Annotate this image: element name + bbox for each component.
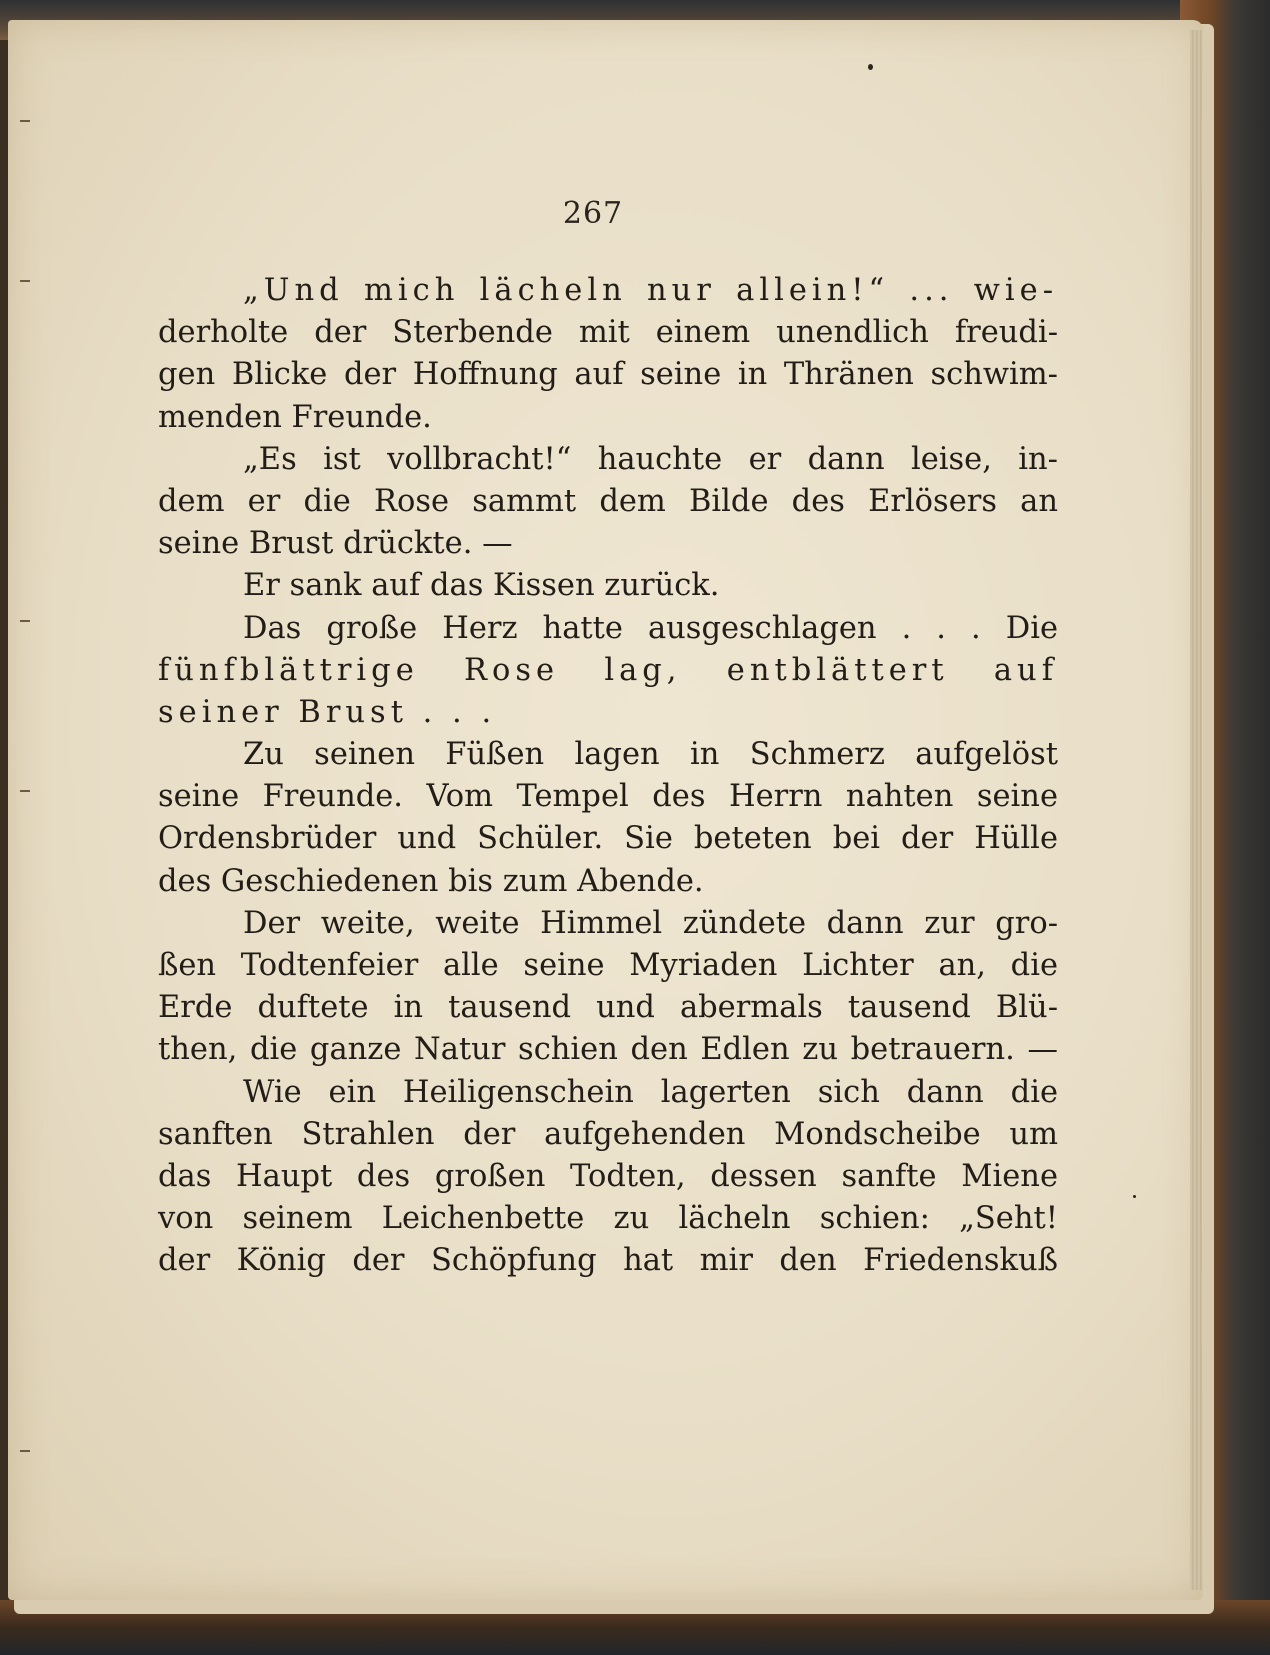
gutter-mark xyxy=(20,120,30,122)
text-line: Ordensbrüder und Schüler. Sie beteten bei der Hülle xyxy=(158,821,1058,857)
gutter-mark xyxy=(20,620,30,622)
ink-speck xyxy=(1133,1195,1136,1198)
text-line: „Und mich lächeln nur allein!“ ... wie- xyxy=(243,273,1058,308)
text-line: Erde duftete in tausend und abermals tausend Blü- xyxy=(158,990,1058,1026)
ink-speck xyxy=(868,64,873,70)
text-line: „Es ist vollbracht!“ hauchte er dann leise, in- xyxy=(243,441,1058,477)
text-line: der König der Schöpfung hat mir den Friedenskuß xyxy=(158,1243,1058,1279)
page-number: 267 xyxy=(562,196,624,231)
text-line: dem er die Rose sammt dem Bilde des Erlösers an xyxy=(158,483,1058,519)
text-line: then, die ganze Natur schien den Edlen zu betrauern. — xyxy=(158,1032,1058,1068)
text-line: derholte der Sterbende mit einem unendlich freudi- xyxy=(158,315,1058,351)
gutter-mark xyxy=(20,790,30,792)
text-line: menden Freunde. xyxy=(158,399,432,435)
text-line: fünfblättrige Rose lag, entblättert auf xyxy=(158,652,1058,688)
text-line: das Haupt des großen Todten, dessen sanfte Miene xyxy=(158,1158,1058,1194)
text-line: des Geschiedenen bis zum Abende. xyxy=(158,863,704,899)
text-line: Zu seinen Füßen lagen in Schmerz aufgelöst xyxy=(243,737,1058,773)
text-line: ßen Todtenfeier alle seine Myriaden Lichter an, die xyxy=(158,948,1058,983)
page-stack-edge xyxy=(1190,30,1202,1590)
text-line: Wie ein Heiligenschein lagerten sich dann die xyxy=(243,1074,1058,1110)
text-line: gen Blicke der Hoffnung auf seine in Thränen schwim- xyxy=(158,357,1058,393)
text-line: Das große Herz hatte ausgeschlagen . . . Die xyxy=(243,610,1058,646)
text-line: von seinem Leichenbette zu lächeln schien: „Seht! xyxy=(158,1201,1058,1237)
gutter-mark xyxy=(20,1450,30,1452)
text-line: Der weite, weite Himmel zündete dann zur gro- xyxy=(243,905,1058,941)
text-line: seiner Brust . . . xyxy=(158,694,497,730)
text-line: seine Brust drückte. — xyxy=(158,526,513,562)
gutter-mark xyxy=(20,280,30,282)
book-page xyxy=(8,20,1203,1600)
body-text xyxy=(158,270,1058,1283)
text-line: sanften Strahlen der aufgehenden Mondscheibe um xyxy=(158,1116,1058,1152)
text-line: Er sank auf das Kissen zurück. xyxy=(243,568,720,604)
text-line: seine Freunde. Vom Tempel des Herrn nahten seine xyxy=(158,779,1058,815)
